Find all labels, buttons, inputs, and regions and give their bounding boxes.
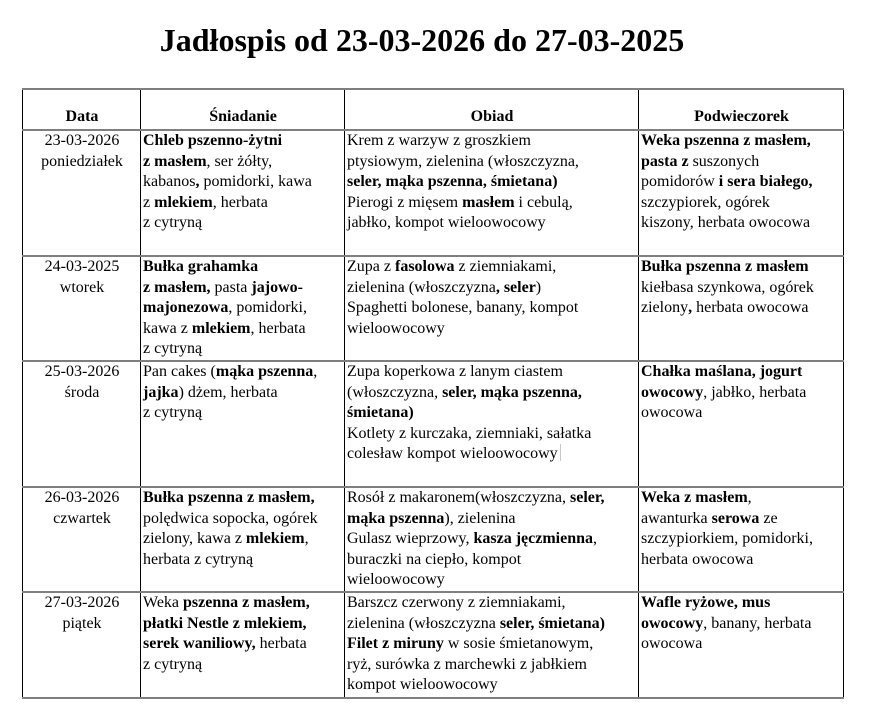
dish-text: , banany, herbata: [703, 614, 812, 632]
text-line: [641, 172, 842, 193]
dish-text: z cytryną: [143, 340, 203, 358]
dish-text: zielenina (włoszczyzna: [347, 614, 500, 632]
text-line: [641, 488, 842, 509]
allergen-text: seler,: [570, 489, 605, 506]
allergen-text: mlekiem: [191, 319, 251, 337]
allergen-text: Filet z miruny: [347, 635, 444, 653]
allergen-text: masłem: [462, 193, 515, 211]
text-line: [347, 570, 637, 591]
allergen-text: owocowy: [641, 614, 704, 632]
dish-text: pomidorki, kawa: [199, 173, 312, 191]
dish-text: ) dżem, herbata: [178, 383, 278, 401]
dish-text: owocowa: [641, 635, 703, 653]
text-line: [143, 278, 343, 299]
dish-text: pasta: [210, 278, 252, 296]
allergen-text: Bułka pszenna z masłem,: [143, 489, 315, 506]
table-row: [23, 487, 844, 592]
text-line: [641, 634, 842, 655]
dish-text: zielony: [641, 299, 689, 317]
allergen-text: Bułka grahamka: [143, 258, 259, 275]
text-line: [347, 319, 637, 340]
table-row: [23, 130, 844, 256]
text-line: [347, 529, 637, 550]
lunch-cell[interactable]: [345, 256, 639, 361]
allergen-text: i sera białego,: [718, 173, 813, 191]
dish-text: kompot wieloowocowy: [347, 676, 498, 694]
snack-cell[interactable]: [639, 487, 844, 592]
allergen-text: serowa: [711, 509, 760, 527]
dish-text: (włoszczyzna,: [347, 383, 443, 401]
text-line: [347, 213, 637, 234]
text-line: [143, 529, 343, 550]
text-line: [347, 509, 637, 530]
dish-text: wieloowocowy: [347, 571, 445, 589]
allergen-text: Bułka pszenna z masłem: [641, 258, 809, 275]
lunch-cell[interactable]: [345, 361, 639, 487]
text-line: [347, 634, 637, 655]
header-breakfast: Śniadanie: [141, 89, 345, 130]
dish-text: kiełbasa szynkowa, ogórek: [641, 278, 814, 296]
weekday-name: czwartek: [53, 509, 111, 527]
dish-text: suszonych: [688, 152, 760, 170]
text-line: [641, 383, 842, 404]
dish-text: Gulasz wieprzowy,: [347, 530, 474, 548]
page-title: Jadłospis od 23-03-2026 do 27-03-2025: [159, 22, 685, 58]
text-line: [143, 383, 343, 404]
allergen-text: seler, mąka pszenna, śmietana): [347, 173, 558, 191]
dish-text: ze: [759, 509, 778, 527]
allergen-text: z masłem: [143, 152, 207, 170]
text-line: [641, 403, 842, 424]
breakfast-cell[interactable]: [141, 130, 345, 256]
breakfast-cell[interactable]: [141, 592, 345, 698]
text-line: [143, 488, 343, 509]
text-line: [143, 362, 343, 383]
dish-text: ,: [593, 530, 598, 548]
allergen-text: z masłem,: [143, 278, 211, 296]
allergen-text: Chałka maślana, jogurt: [641, 363, 803, 380]
text-line: [347, 444, 637, 465]
text-line: [143, 614, 343, 635]
breakfast-cell[interactable]: [141, 361, 345, 487]
allergen-text: owocowy: [641, 383, 704, 401]
text-line: [347, 614, 637, 635]
weekday-name: wtorek: [59, 278, 105, 296]
text-line: [347, 278, 637, 299]
allergen-text: , seler: [495, 278, 536, 296]
text-line: [347, 488, 637, 509]
header-snack: Podwieczorek: [639, 89, 844, 130]
date-cell[interactable]: [23, 130, 141, 256]
text-line: [347, 424, 637, 445]
text-line: [143, 339, 343, 360]
dish-text: , jabłko, herbata: [703, 383, 807, 401]
allergen-text: serek waniliowy,: [143, 635, 256, 653]
breakfast-cell[interactable]: [141, 487, 345, 592]
allergen-text: mlekiem: [245, 530, 305, 548]
allergen-text: mąka pszenna: [215, 363, 314, 380]
lunch-cell[interactable]: [345, 487, 639, 592]
text-line: [143, 593, 343, 614]
allergen-text: jajowo-: [251, 278, 303, 296]
allergen-text: kasza jęczmienna: [473, 530, 594, 548]
text-line: [143, 257, 343, 278]
text-line: [143, 550, 343, 571]
text-line: [143, 655, 343, 676]
snack-cell[interactable]: [639, 256, 844, 361]
dish-text: , ser żółty,: [206, 152, 273, 170]
text-line: [641, 593, 842, 614]
text-line: [347, 593, 637, 614]
text-line: [641, 193, 842, 214]
text-line: [347, 403, 637, 424]
table-header-row: [23, 89, 844, 130]
dish-text: wieloowocowy: [347, 319, 445, 337]
dish-text: Pierogi z mięsem: [347, 193, 463, 211]
text-line: [143, 298, 343, 319]
text-line: [641, 278, 842, 299]
date-cell[interactable]: [23, 361, 141, 487]
dish-text: Kotlety z kurczaka, ziemniaki, sałatka: [347, 424, 592, 442]
date-value: 25-03-2026: [44, 363, 120, 380]
dish-text: zielenina (włoszczyzna: [347, 278, 496, 296]
date-cell[interactable]: [23, 487, 141, 592]
header-lunch: Obiad: [345, 89, 639, 130]
text-line: [641, 257, 842, 278]
text-line: [641, 614, 842, 635]
dish-text: , herbata: [250, 319, 306, 337]
dish-text: z: [143, 193, 155, 211]
dish-text: buraczki na ciepło, kompot: [347, 550, 522, 568]
dish-text: z cytryną: [143, 655, 203, 673]
dish-text: i cebulą,: [514, 193, 573, 211]
text-line: [641, 152, 842, 173]
dish-text: z cytryną: [143, 214, 203, 232]
snack-cell[interactable]: [639, 592, 844, 698]
snack-cell[interactable]: [639, 361, 844, 487]
dish-text: kabanos: [143, 173, 196, 191]
dish-text: ,: [304, 530, 309, 548]
date-cell[interactable]: [23, 592, 141, 698]
dish-text: szczypiorek, ogórek: [641, 193, 770, 211]
allergen-text: mąka pszenna: [347, 509, 445, 527]
text-line: [347, 131, 637, 152]
text-line: [641, 550, 842, 571]
text-line: [347, 362, 637, 383]
table-row: [23, 361, 844, 487]
dish-text: Krem z warzyw z groszkiem: [347, 132, 531, 149]
text-line: [347, 152, 637, 173]
allergen-text: Weka z masłem: [641, 489, 748, 506]
allergen-text: płatki Nestle z mlekiem,: [143, 614, 307, 632]
text-line: [347, 675, 637, 696]
text-line: [143, 403, 343, 424]
table-row: [23, 256, 844, 361]
dish-text: ,: [313, 363, 318, 380]
text-line: [347, 298, 637, 319]
allergen-text: jajka: [143, 383, 179, 401]
weekday-name: poniedziałek: [41, 152, 123, 170]
text-line: [143, 634, 343, 655]
dish-text: Rosół z makaronem(włoszczyzna,: [347, 489, 571, 506]
allergen-text: seler, śmietana): [499, 614, 605, 632]
allergen-text: mlekiem: [154, 193, 213, 211]
text-line: [347, 257, 637, 278]
text-line: [347, 655, 637, 676]
breakfast-cell[interactable]: [141, 256, 345, 361]
date-value: 23-03-2026: [44, 132, 120, 149]
dish-text: herbata z cytryną: [143, 550, 254, 568]
dish-text: kawa z: [143, 319, 192, 337]
date-cell[interactable]: [23, 256, 141, 361]
dish-text: , pomidorki,: [228, 299, 307, 317]
dish-text: awanturka: [641, 509, 712, 527]
text-line: [641, 362, 842, 383]
date-value: 24-03-2025: [44, 258, 120, 275]
dish-text: szczypiorkiem, pomidorki,: [641, 530, 813, 548]
text-line: [641, 131, 842, 152]
allergen-text: seler, mąka pszenna,: [442, 383, 582, 401]
dish-text: herbata: [255, 635, 307, 653]
dish-text: Zupa koperkowa z lanym ciastem: [347, 363, 563, 380]
text-line: [143, 213, 343, 234]
text-line: [143, 172, 343, 193]
text-line: [641, 213, 842, 234]
dish-text: Weka: [143, 593, 184, 611]
date-value: 26-03-2026: [44, 489, 120, 506]
allergen-text: majonezowa: [143, 299, 229, 317]
allergen-text: pasta z: [641, 152, 689, 170]
dish-text: herbata owocowa: [641, 550, 754, 568]
snack-cell[interactable]: [639, 130, 844, 256]
menu-table: [22, 88, 844, 699]
text-line: [143, 193, 343, 214]
text-line: [143, 319, 343, 340]
dish-text: kiszony, herbata owocowa: [641, 214, 811, 232]
dish-text: ptysiowym, zielenina (włoszczyzna,: [347, 152, 579, 170]
text-line: [143, 152, 343, 173]
dish-text: jabłko, kompot wieloowocowy: [347, 214, 546, 232]
text-line: [641, 509, 842, 530]
lunch-cell[interactable]: [345, 130, 639, 256]
text-line: [347, 383, 637, 404]
dish-text: z ziemniakami,: [454, 258, 557, 275]
dish-text: ), zielenina: [444, 509, 516, 527]
dish-text: , herbata: [212, 193, 268, 211]
allergen-text: pszenna z masłem,: [183, 593, 310, 611]
weekday-name: piątek: [62, 614, 102, 632]
text-cursor-icon: [560, 444, 561, 461]
allergen-text: Wafle ryżowe, mus: [641, 593, 771, 611]
text-line: [641, 529, 842, 550]
date-value: 27-03-2026: [44, 593, 120, 611]
dish-text: pomidorów: [641, 173, 719, 191]
dish-text: owocowa: [641, 404, 703, 422]
dish-text: Spaghetti bolonese, banany, kompot: [347, 299, 579, 317]
dish-text: ryż, surówka z marchewki z jabłkiem: [347, 655, 587, 673]
text-line: [143, 131, 343, 152]
dish-text: zielony, kawa z: [143, 530, 246, 548]
allergen-text: Chleb pszenno-żytni: [143, 132, 283, 149]
allergen-text: Weka pszenna z masłem,: [641, 132, 811, 149]
dish-text: Pan cakes (: [143, 363, 216, 380]
header-date: Data: [23, 89, 141, 130]
dish-text: Zupa z: [347, 258, 395, 275]
allergen-text: śmietana): [347, 404, 414, 422]
dish-text: polędwica sopocka, ogórek: [143, 509, 318, 527]
dish-text: Barszcz czerwony z ziemniakami,: [347, 593, 566, 611]
text-line: [641, 298, 842, 319]
allergen-text: ,: [195, 173, 200, 191]
dish-text: w sosie śmietanowym,: [443, 635, 594, 653]
text-line: [347, 172, 637, 193]
text-line: [347, 550, 637, 571]
dish-text: ,: [747, 489, 752, 506]
lunch-cell[interactable]: [345, 592, 639, 698]
dish-text: ): [535, 278, 542, 296]
dish-text: z cytryną: [143, 404, 203, 422]
text-line: [143, 509, 343, 530]
dish-text: herbata owocowa: [692, 299, 809, 317]
weekday-name: środa: [64, 383, 100, 401]
table-row: [23, 592, 844, 698]
text-line: [347, 193, 637, 214]
allergen-text: ,: [688, 299, 693, 317]
allergen-text: fasolowa: [394, 258, 455, 275]
dish-text: colesław kompot wieloowocowy: [347, 445, 558, 463]
